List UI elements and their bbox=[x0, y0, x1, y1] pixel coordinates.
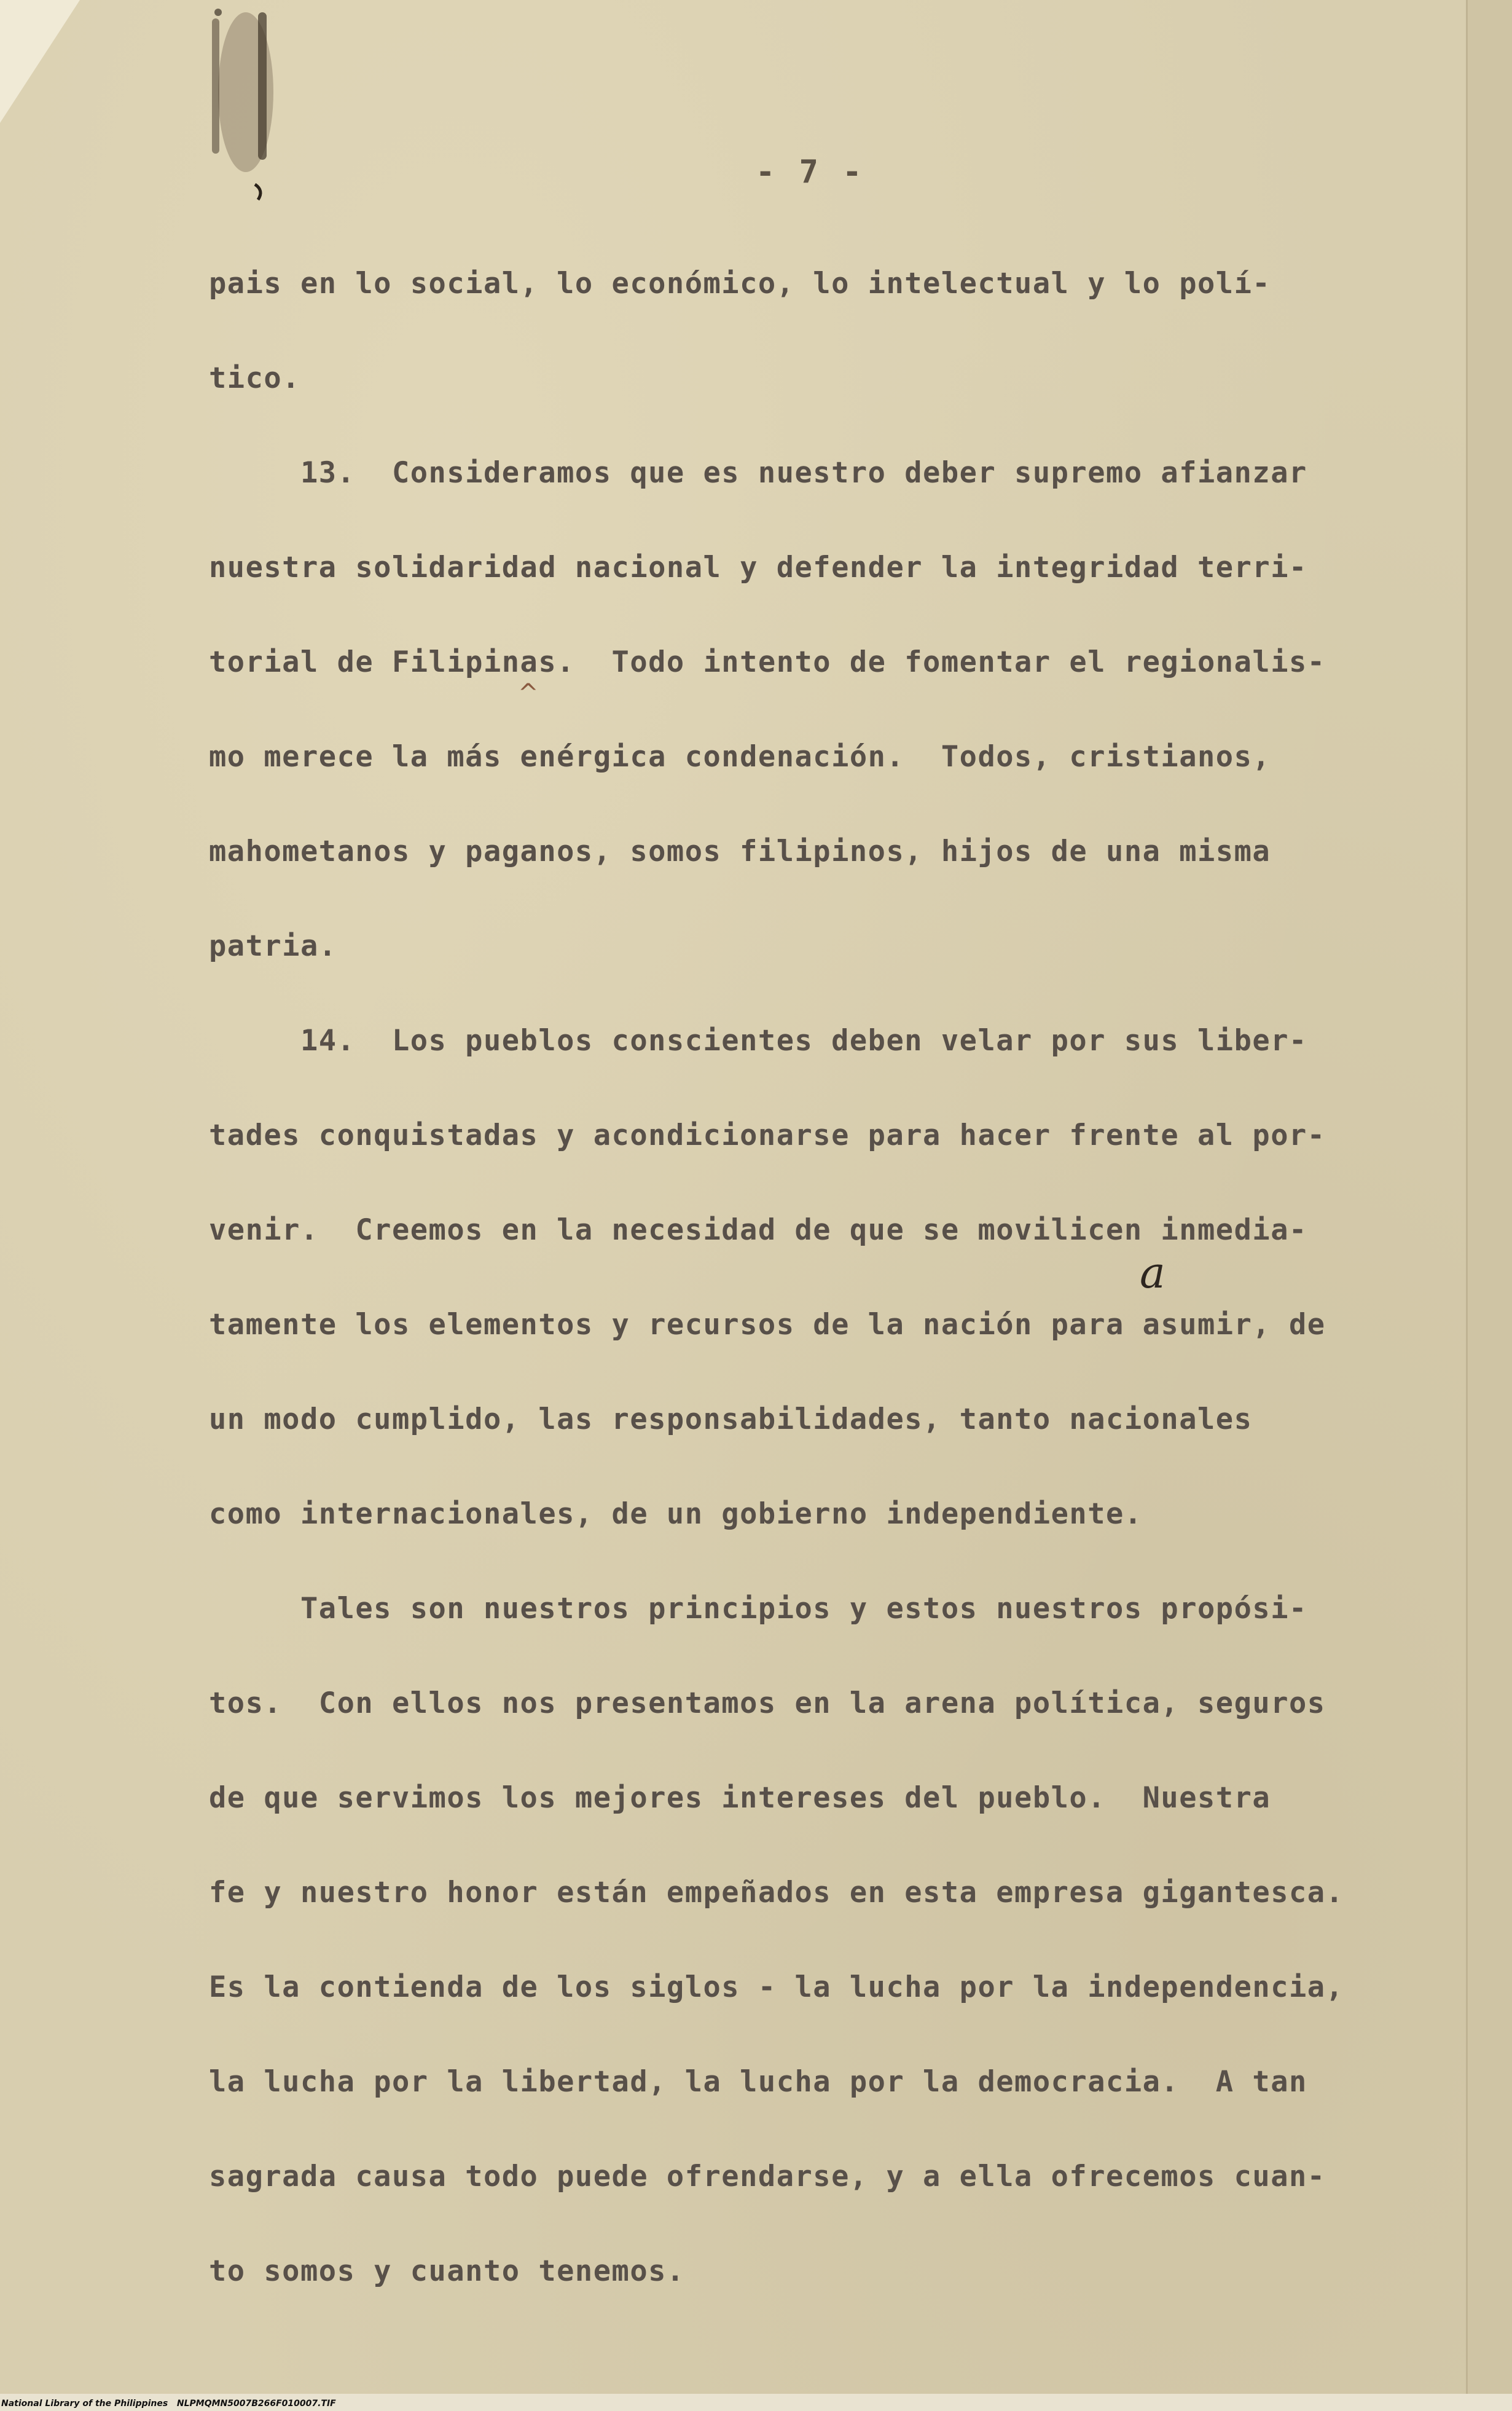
text-line: tos. Con ellos nos presentamos en la arena política, seguros bbox=[209, 1686, 1326, 1720]
text-line: nuestra solidaridad nacional y defender la integridad terri- bbox=[209, 551, 1307, 584]
text-line: Es la contienda de los siglos - la lucha por la independencia, bbox=[209, 1970, 1344, 2004]
archive-credit-label: National Library of the Philippines bbox=[1, 2399, 168, 2409]
archive-credit bbox=[1, 2399, 336, 2409]
text-line: un modo cumplido, las responsabilidades, tanto nacionales bbox=[209, 1402, 1253, 1436]
text-line: la lucha por la libertad, la lucha por la democracia. A tan bbox=[209, 2065, 1307, 2099]
text-line: mahometanos y paganos, somos filipinos, hijos de una misma bbox=[209, 835, 1271, 868]
text-line: pais en lo social, lo económico, lo intelectual y lo polí- bbox=[209, 267, 1271, 301]
text-line: tamente los elementos y recursos de la nación para asumir, de bbox=[209, 1308, 1326, 1342]
file-id: NLPMQMN5007B266F010007.TIF bbox=[176, 2399, 336, 2409]
staple-stain-icon bbox=[203, 0, 283, 203]
text-line: to somos y cuanto tenemos. bbox=[209, 2254, 685, 2288]
text-line: 14. Los pueblos conscientes deben velar por sus liber- bbox=[209, 1024, 1307, 1058]
text-line: venir. Creemos en la necesidad de que se movilicen inmedia- bbox=[209, 1213, 1307, 1247]
body-text bbox=[209, 237, 1376, 2319]
caret-mark: ^ bbox=[518, 679, 539, 707]
text-line: 13. Consideramos que es nuestro deber supremo afianzar bbox=[209, 456, 1307, 490]
archive-footer bbox=[0, 2394, 1512, 2411]
text-line: torial de Filipinas. Todo intento de fomentar el regionalis- bbox=[209, 645, 1326, 679]
text-line: fe y nuestro honor están empeñados en esta empresa gigantesca. bbox=[209, 1876, 1344, 1910]
text-line: Tales son nuestros principios y estos nuestros propósi- bbox=[209, 1592, 1307, 1626]
handwritten-correction: a bbox=[1140, 1248, 1165, 1298]
text-line: sagrada causa todo puede ofrendarse, y a ella ofrecemos cuan- bbox=[209, 2160, 1326, 2193]
text-line: patria. bbox=[209, 929, 337, 963]
text-line: como internacionales, de un gobierno independiente. bbox=[209, 1497, 1143, 1531]
torn-corner bbox=[0, 0, 80, 123]
page-number: - 7 - bbox=[756, 154, 864, 191]
text-line: tico. bbox=[209, 361, 300, 395]
text-line: de que servimos los mejores intereses del pueblo. Nuestra bbox=[209, 1781, 1271, 1815]
text-line: tades conquistadas y acondicionarse para hacer frente al por- bbox=[209, 1119, 1326, 1152]
text-line: mo merece la más enérgica condenación. Todos, cristianos, bbox=[209, 740, 1271, 774]
paper-edge bbox=[1466, 0, 1512, 2411]
